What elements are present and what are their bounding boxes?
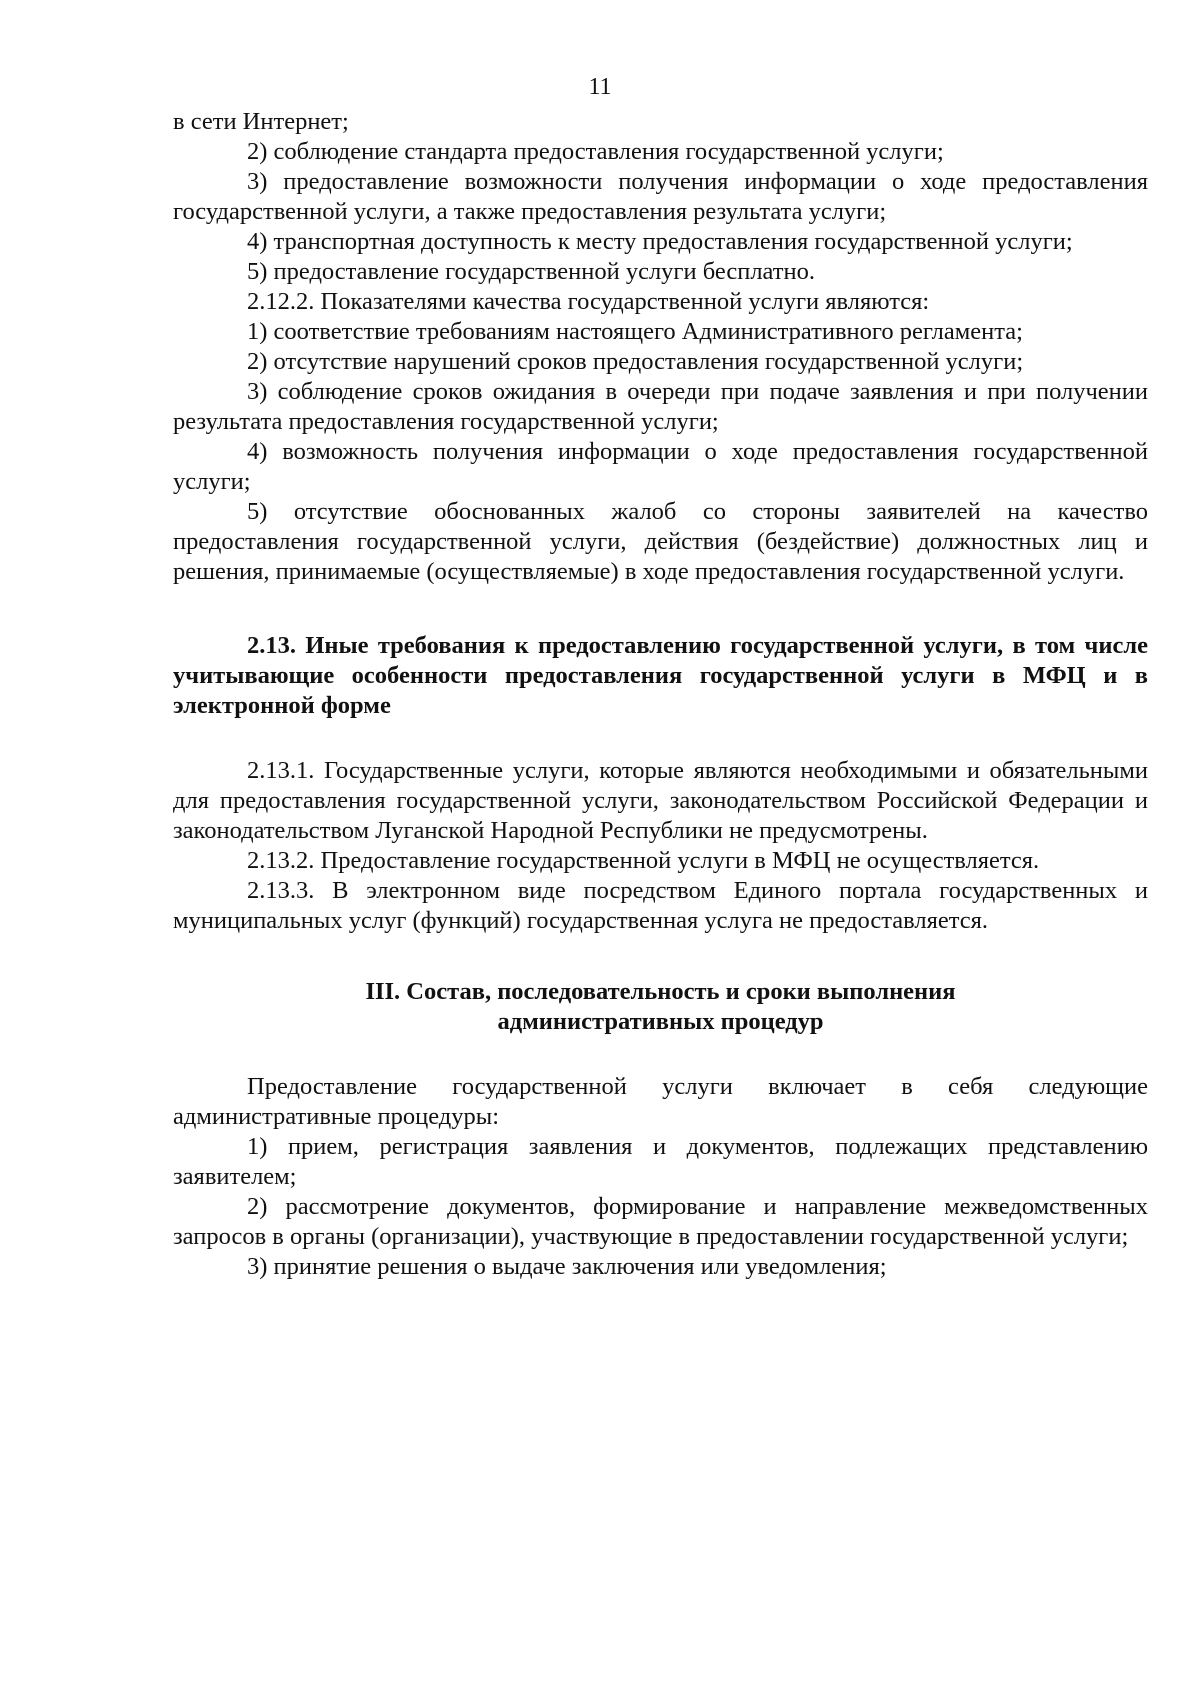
paragraph: 2.13.3. В электронном виде посредством Единого портала государственных и муниципальных услуг (функций) государственная услуга не предоставляется. [173, 877, 1148, 934]
paragraph: Предоставление государственной услуги включает в себя следующие административные процедуры: [173, 1073, 1148, 1130]
section-heading-iii-line1: III. Состав, последовательность и сроки выполнения [365, 978, 956, 1005]
spacer [173, 721, 1148, 756]
spacer [173, 1037, 1148, 1072]
paragraph: 3) предоставление возможности получения информации о ходе предоставления государственной услуги, а также предоставления результата услуги; [173, 168, 1148, 225]
section-heading-iii [173, 977, 1148, 1037]
section-heading-iii-line2: административных процедур [497, 1008, 824, 1035]
paragraph: 3) принятие решения о выдаче заключения или уведомления; [247, 1253, 887, 1280]
page-number: 11 [588, 74, 612, 100]
paragraph: 2) рассмотрение документов, формирование и направление межведомственных запросов в органы (организации), участвующие в предоставлении государственной услуги; [173, 1193, 1148, 1250]
paragraph: 2) соблюдение стандарта предоставления государственной услуги; [247, 138, 944, 165]
paragraph: 3) соблюдение сроков ожидания в очереди при подаче заявления и при получении результата предоставления государственной услуги; [173, 378, 1148, 435]
paragraph: 2.12.2. Показателями качества государственной услуги являются: [247, 288, 930, 315]
paragraph: 1) соответствие требованиям настоящего Административного регламента; [247, 318, 1023, 345]
section-heading-2-13: 2.13. Иные требования к предоставлению государственной услуги, в том числе учитывающие особенности предоставления государственной услуги в МФЦ и в электронной форме [173, 632, 1148, 719]
paragraph: 4) возможность получения информации о ходе предоставления государственной услуги; [173, 438, 1148, 495]
paragraph: в сети Интернет; [173, 108, 349, 135]
paragraph: 4) транспортная доступность к месту предоставления государственной услуги; [247, 228, 1073, 255]
document-body [173, 107, 1148, 1282]
paragraph: 5) отсутствие обоснованных жалоб со стороны заявителей на качество предоставления государственной услуги, действия (бездействие) должностных лиц и решения, принимаемые (осуществляемые) в ходе предоставления государственной услуги. [173, 498, 1148, 585]
paragraph: 2.13.2. Предоставление государственной услуги в МФЦ не осуществляется. [247, 847, 1040, 874]
paragraph: 1) прием, регистрация заявления и документов, подлежащих представлению заявителем; [173, 1133, 1148, 1190]
paragraph: 2.13.1. Государственные услуги, которые являются необходимыми и обязательными для предоставления государственной услуги, законодательством Российской Федерации и законодательством Луганской Народной Республики не предусмотрены. [173, 757, 1148, 844]
paragraph: 5) предоставление государственной услуги бесплатно. [247, 258, 815, 285]
paragraph: 2) отсутствие нарушений сроков предоставления государственной услуги; [247, 348, 1024, 375]
